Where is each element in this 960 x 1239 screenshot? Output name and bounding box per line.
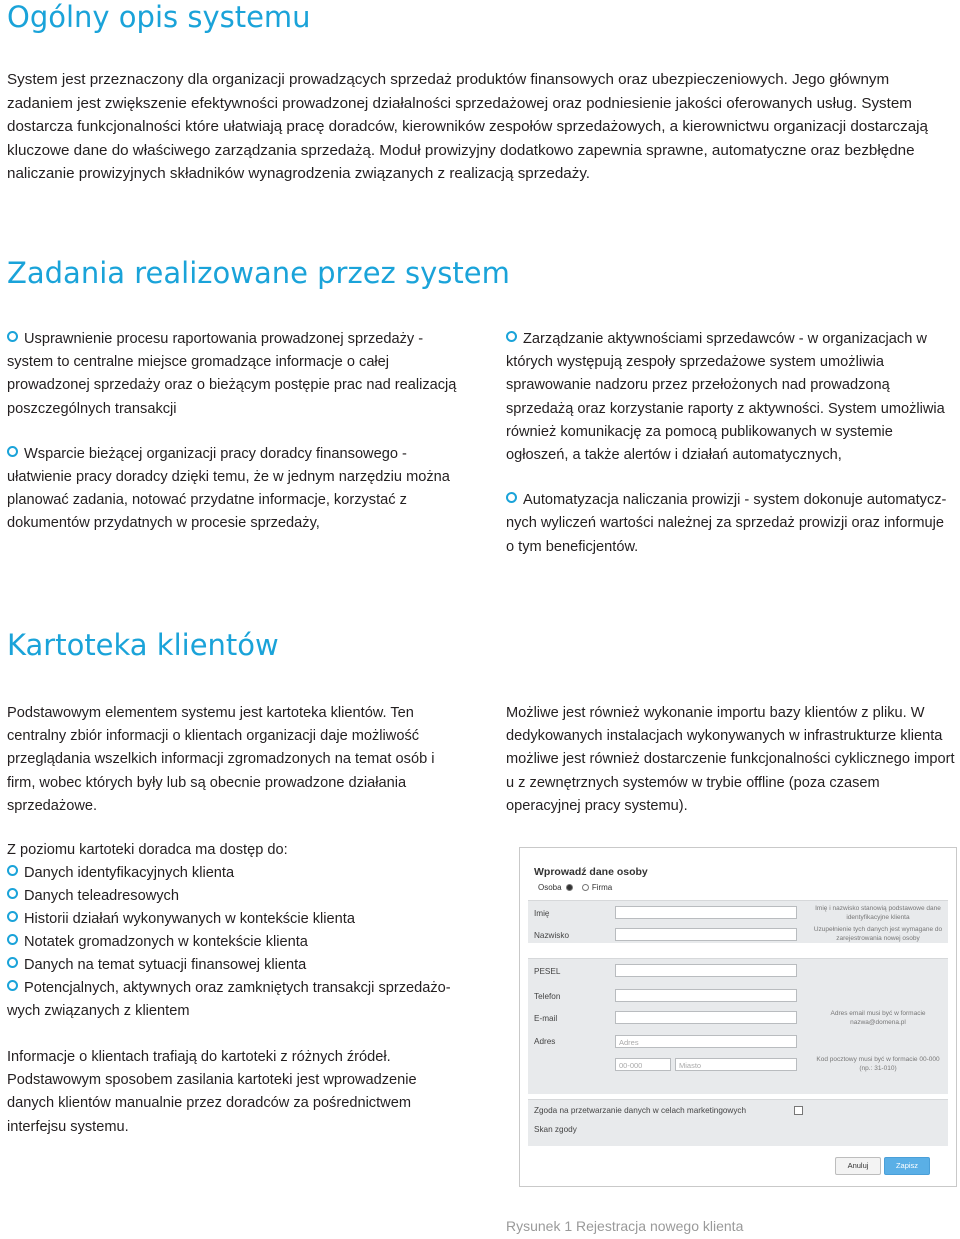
name-hint: Imię i nazwisko stanowią podstawowe dane identyfikacyjne klienta	[815, 905, 941, 921]
label-first-name: Imię	[534, 909, 550, 918]
list-item: Notatek gromadzonych w kontekście klienta	[7, 931, 477, 954]
list-item: Automatyzacja naliczania prowizji - system dokonuje automatycz-nych wyliczeń wartości należnej za sprzedaż prowizji oraz informuje o tym beneficjentów.	[506, 492, 947, 555]
radio-label-person: Osoba	[538, 883, 562, 892]
form-section-name	[528, 900, 948, 943]
figure-caption: Rysunek 1 Rejestracja nowego klienta	[506, 1218, 744, 1234]
email-hint: Adres email musi być w formacie nazwa@domena.pl	[830, 1010, 926, 1026]
form-section-consent	[528, 1099, 948, 1146]
phone-input[interactable]	[615, 989, 797, 1002]
overview-paragraph: System jest przeznaczony dla organizacji prowadzących sprzedaż produktów finansowych oraz ubezpieczeniowych. Jego głównym zadaniem jest zwiększenie efektywności prowadzonej działalności sprzedażowej oraz podniesienie jakości oferowanych usług. System dostarcza funkcjonalności które ułatwiają pracę doradców, kierowników zespołów sprzedażowych, a kierownictwu organizacji dostarczają kluczowe dane do właściwego zarządzania sprzedażą. Moduł prowizyjny dodatkowo zapewnia sprawne, automatyczne oraz bezbłędne naliczanie prowizyjnych składników wynagrodzenia związanych z realizacją sprzedaży.	[7, 71, 928, 182]
save-button[interactable]: Zapisz	[884, 1157, 930, 1175]
section-title-tasks: Zadania realizowane przez system	[7, 256, 510, 290]
client-records-left-paragraph: Podstawowym elementem systemu jest kartoteka klientów. Ten centralny zbiór informacji o klientach organizacji daje możliwość przeglądania wszelkich informacji zgromadzonych na temat osób i firm, wobec których były lub są obecnie prowadzone działania sprzedażowe.	[7, 705, 435, 814]
last-name-input[interactable]	[615, 928, 797, 941]
scan-label[interactable]: Skan zgody	[534, 1125, 577, 1134]
person-type-radios	[538, 883, 612, 892]
form-title: Wprowadź dane osoby	[534, 866, 648, 878]
sources-paragraph: Informacje o klientach trafiają do kartoteki z różnych źródeł. Podstawowym sposobem zasilania kartoteki jest wprowadzenie danych klientów manualnie przez doradców za pośrednictwem interfejsu systemu.	[7, 1049, 417, 1135]
bullet-icon	[7, 957, 18, 968]
radio-person[interactable]	[566, 884, 573, 891]
zip-input[interactable]: 00-000	[615, 1058, 671, 1071]
tasks-left-column	[7, 328, 462, 536]
address-input[interactable]: Adres	[615, 1035, 797, 1048]
radio-label-company: Firma	[591, 883, 613, 892]
tasks-right-column	[506, 328, 954, 559]
bullet-icon	[506, 492, 517, 503]
form-section-details	[528, 958, 948, 1094]
client-records-right-paragraph: Możliwe jest również wykonanie importu bazy klientów z pliku. W dedykowanych instalacjach wykonywanych w infrastrukturze klienta możliwe jest również dostarczenie funkcjonalności cyklicznego import u z zewnętrznych systemów w trybie offline (poza czasem operacyjnej pracy systemu).	[506, 705, 955, 814]
bullet-icon	[7, 980, 18, 991]
name-hint-2: Uzupełnienie tych danych jest wymagane do zarejestrowania nowej osoby	[813, 926, 943, 942]
bullet-icon	[7, 934, 18, 945]
bullet-icon	[7, 446, 18, 457]
list-item: Historii działań wykonywanych w kontekście klienta	[7, 908, 477, 931]
bullet-icon	[506, 331, 517, 342]
zip-hint: Kod pocztowy musi być w formacie 00-000 (np.: 31-010)	[816, 1056, 940, 1072]
list-item: Usprawnienie procesu raportowania prowadzonej sprzedaży - system to centralne miejsce gromadzące informacje o całej prowadzonej sprzedaży oraz o bieżącym postępie prac nad realizacją poszczególnych transakcji	[7, 331, 457, 417]
consent-checkbox[interactable]	[794, 1106, 803, 1115]
bullet-icon	[7, 331, 18, 342]
list-item: Danych identyfikacyjnych klienta	[7, 862, 477, 885]
bullet-icon	[7, 865, 18, 876]
access-intro: Z poziomu kartoteki doradca ma dostęp do:	[7, 842, 288, 858]
email-input[interactable]	[615, 1011, 797, 1024]
section-title-client-records: Kartoteka klientów	[7, 628, 279, 662]
label-pesel: PESEL	[534, 967, 561, 976]
list-item: Wsparcie bieżącej organizacji pracy doradcy finansowego - ułatwienie pracy doradcy dzięki temu, że w jednym narzędziu można planować zadania, notować przydatne informacje, korzystać z dokumentów przydatnych w procesie sprzedaży,	[7, 445, 450, 532]
bullet-icon	[7, 888, 18, 899]
label-email: E-mail	[534, 1014, 558, 1023]
label-phone: Telefon	[534, 992, 561, 1001]
label-address: Adres	[534, 1037, 556, 1046]
consent-label: Zgoda na przetwarzanie danych w celach marketingowych	[534, 1106, 747, 1115]
radio-company[interactable]	[582, 884, 589, 891]
pesel-input[interactable]	[615, 964, 797, 977]
section-title-overview: Ogólny opis systemu	[7, 0, 311, 34]
list-item: Danych teleadresowych	[7, 885, 477, 908]
label-last-name: Nazwisko	[534, 931, 570, 940]
list-item: Potencjalnych, aktywnych oraz zamkniętych transakcji sprzedażo-wych związanych z klientem	[7, 980, 451, 1019]
list-item: Danych na temat sytuacji finansowej klienta	[7, 954, 477, 977]
first-name-input[interactable]	[615, 906, 797, 919]
access-list	[7, 839, 477, 1023]
city-input[interactable]: Miasto	[675, 1058, 797, 1071]
new-client-form-figure	[519, 847, 957, 1187]
cancel-button[interactable]: Anuluj	[835, 1157, 881, 1175]
bullet-icon	[7, 911, 18, 922]
list-item: Zarządzanie aktywnościami sprzedawców - w organizacjach w których występują zespoły sprzedażowe system umożliwia sprawowanie nadzoru przez przełożonych nad prowadzoną sprzedażą oraz korzystanie raporty z aktywności. System umożliwia również komunikację za pomocą publikowanych w systemie ogłoszeń, a także alertów i działań automatycznych,	[506, 331, 945, 464]
